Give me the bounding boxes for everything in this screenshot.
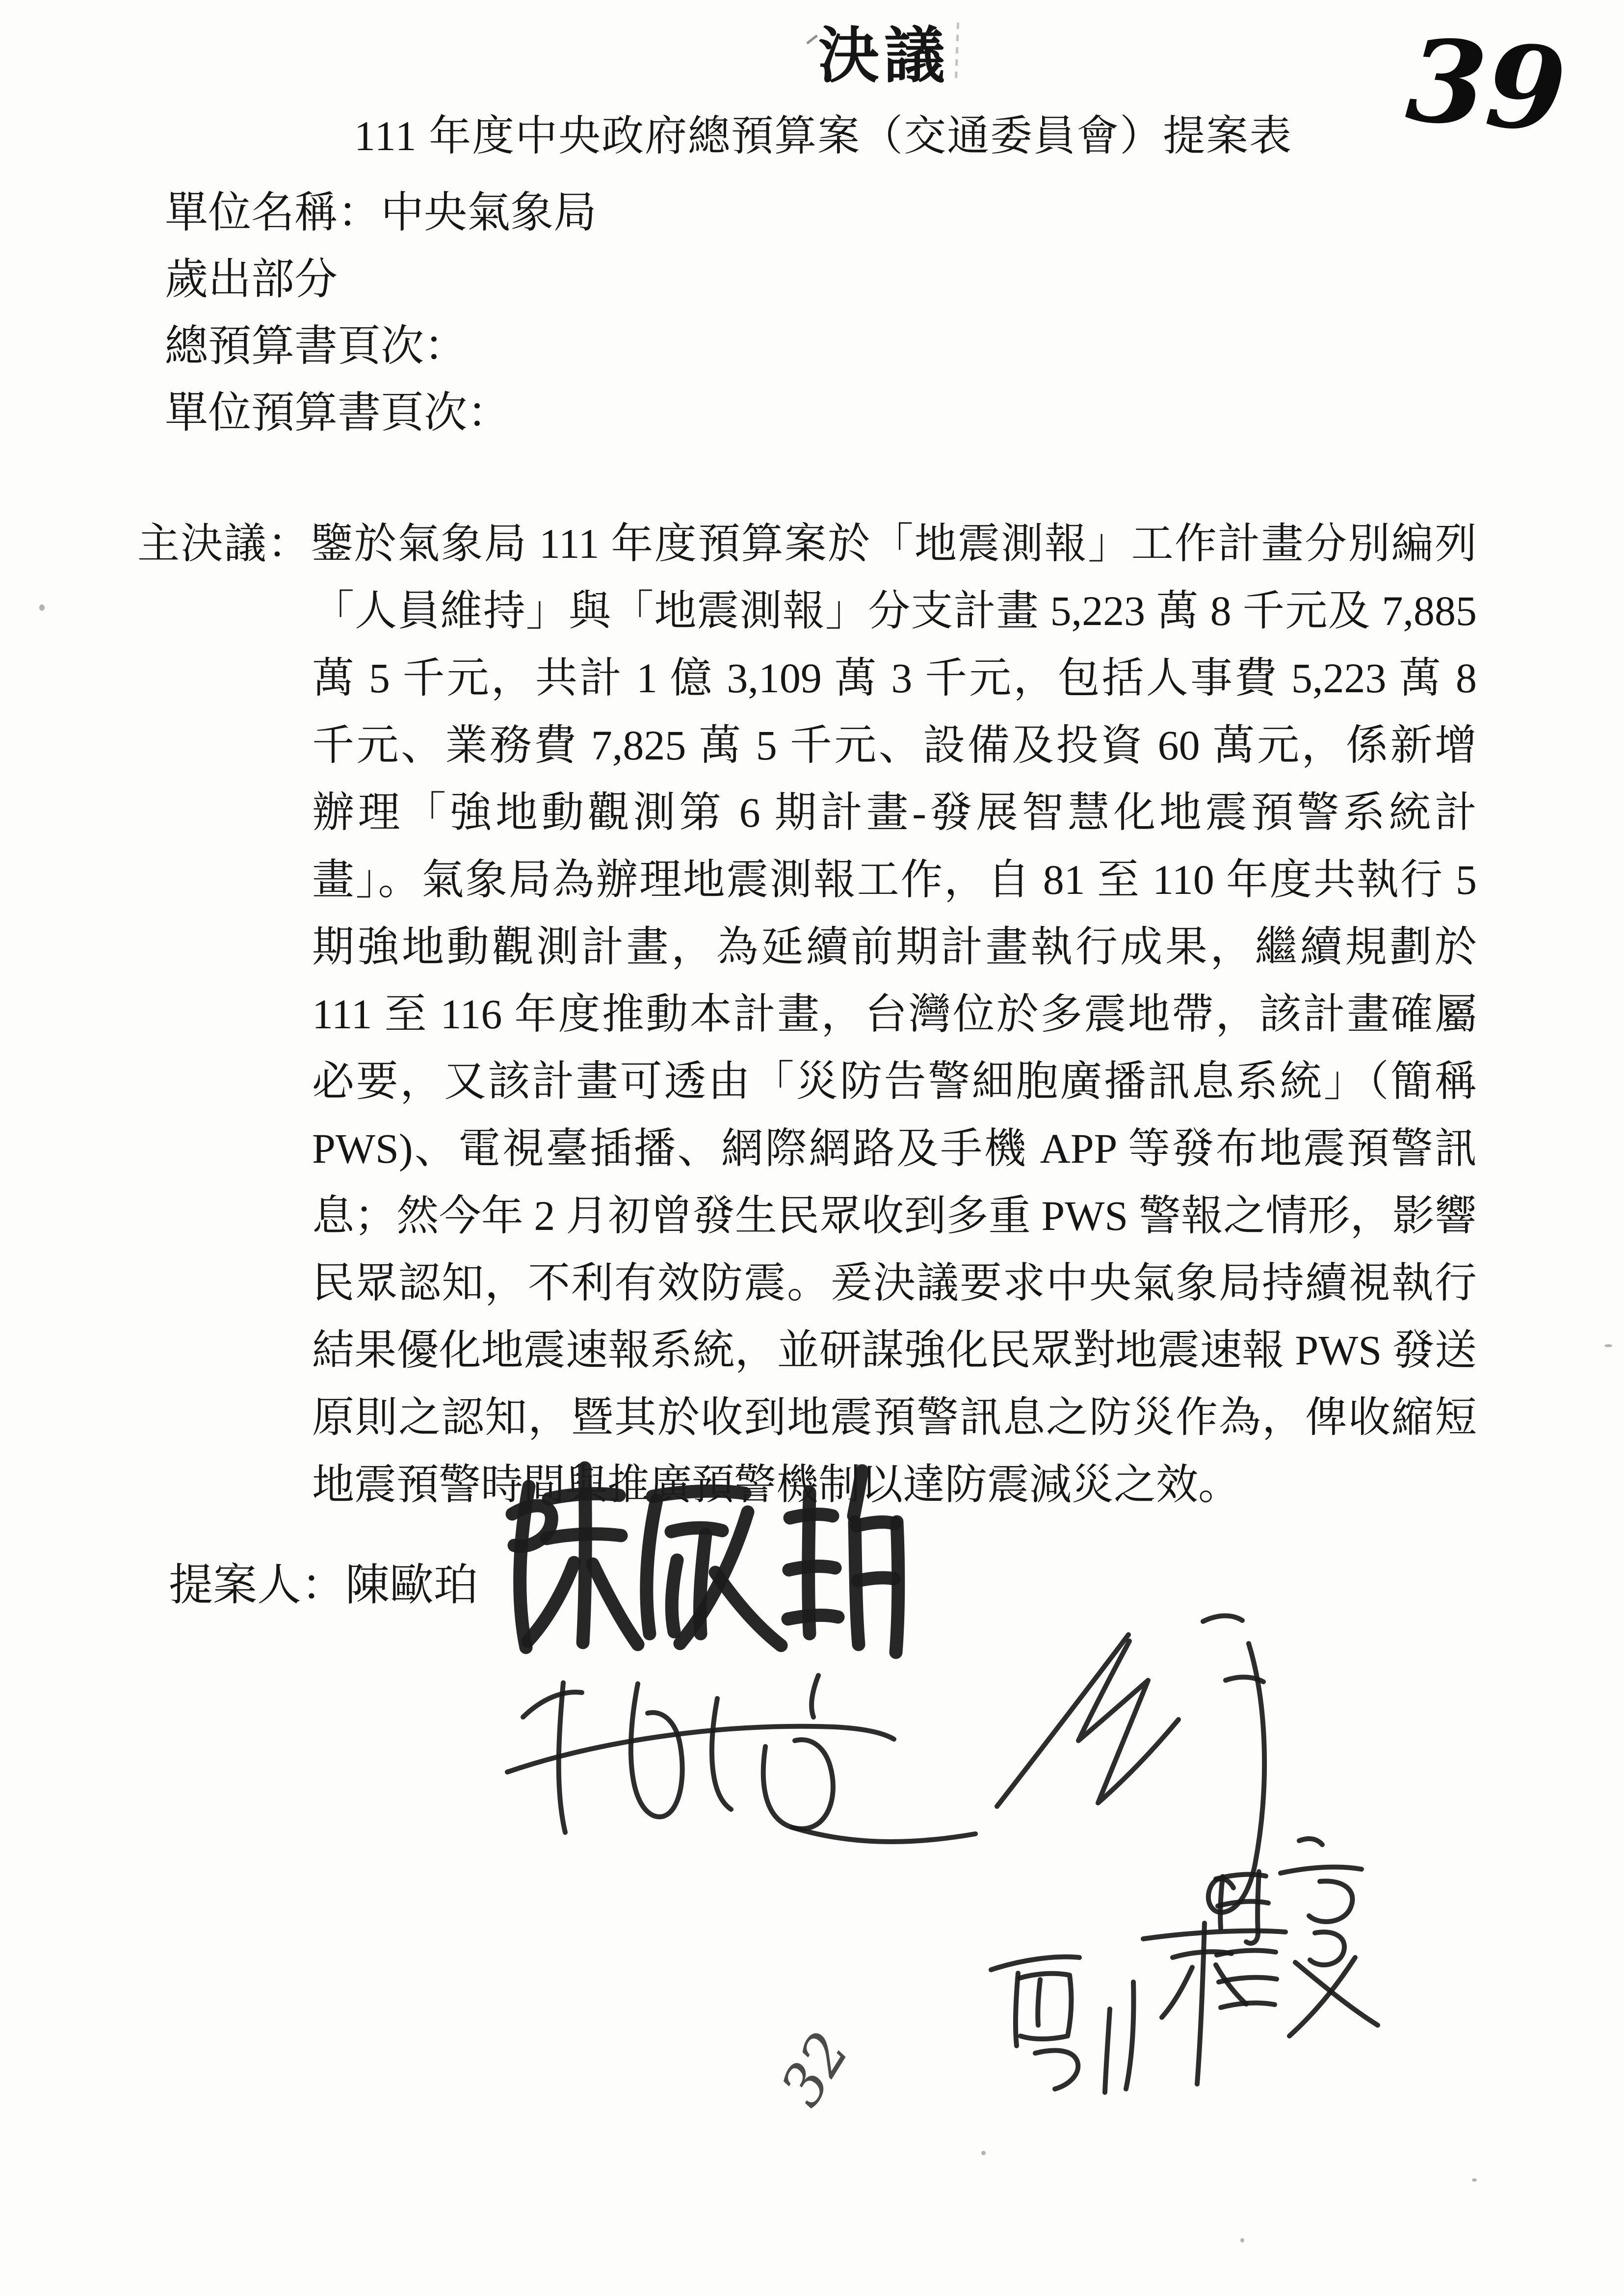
resolution-line: 主決議：鑒於氣象局 111 年度預算案於「地震測報」工作計畫分別編列 — [137, 520, 1477, 567]
scan-speck — [981, 2151, 986, 2155]
resolution-line: 原則之認知，暨其於收到地震預警訊息之防災作為，俾收縮短 — [312, 1394, 1477, 1441]
scan-speck — [1604, 1344, 1612, 1347]
cosigner-signature-2 — [997, 1616, 1264, 1912]
expenditure-section-line: 歲出部分 — [165, 256, 338, 304]
scan-speck — [1240, 2238, 1244, 2243]
resolution-line: 必要，又該計畫可透由「災防告警細胞廣播訊息系統」（簡稱 — [312, 1058, 1477, 1105]
resolution-line: 111 至 116 年度推動本計畫，台灣位於多震地帶，該計畫確屬 — [312, 991, 1477, 1038]
unit-budget-page-line: 單位預算書頁次： — [165, 390, 511, 437]
resolution-line: 地震預警時間與推廣預警機制以達防震減災之效。 — [312, 1461, 1240, 1508]
document-type-heading: 決議 — [818, 23, 950, 90]
resolution-line: 千元、業務費 7,825 萬 5 千元、設備及投資 60 萬元，係新增 — [312, 722, 1477, 769]
resolution-line: 辦理「強地動觀測第 6 期計畫-發展智慧化地震預警系統計 — [312, 789, 1477, 836]
resolution-line: 期強地動觀測計畫，為延續前期計畫執行成果，繼續規劃於 — [312, 923, 1477, 970]
unit-name-line: 單位名稱：中央氣象局 — [165, 189, 597, 237]
resolution-line: 息；然今年 2 月初曾發生民眾收到多重 PWS 警報之情形，影響 — [312, 1192, 1477, 1239]
handwritten-corner-scribble: 32 — [768, 2021, 863, 2118]
resolution-line: 民眾認知，不利有效防震。爰決議要求中央氣象局持續視執行 — [312, 1259, 1477, 1306]
scan-speck — [39, 604, 45, 611]
cosigner-signature-3 — [991, 1839, 1378, 2092]
scan-speck — [1472, 2178, 1477, 2182]
proposer-signature — [512, 1468, 898, 1652]
proposer-line: 提案人：陳歐珀 — [169, 1561, 478, 1610]
resolution-line: 「人員維持」與「地震測報」分支計畫 5,223 萬 8 千元及 7,885 — [312, 587, 1477, 634]
resolution-line: 畫」。氣象局為辦理地震測報工作，自 81 至 110 年度共執行 5 — [312, 856, 1477, 903]
cosigner-signature-1 — [507, 1675, 975, 1842]
general-budget-page-line: 總預算書頁次： — [165, 323, 468, 370]
document-title: 111 年度中央政府總預算案（交通委員會）提案表 — [354, 112, 1293, 159]
resolution-line: 萬 5 千元，共計 1 億 3,109 萬 3 千元，包括人事費 5,223 萬 8 — [312, 654, 1477, 702]
resolution-line: PWS)、電視臺插播、網際網路及手機 APP 等發布地震預警訊 — [312, 1125, 1477, 1172]
handwritten-page-number: 39 — [1402, 13, 1571, 157]
resolution-line: 結果優化地震速報系統，並研謀強化民眾對地震速報 PWS 發送 — [312, 1327, 1477, 1374]
